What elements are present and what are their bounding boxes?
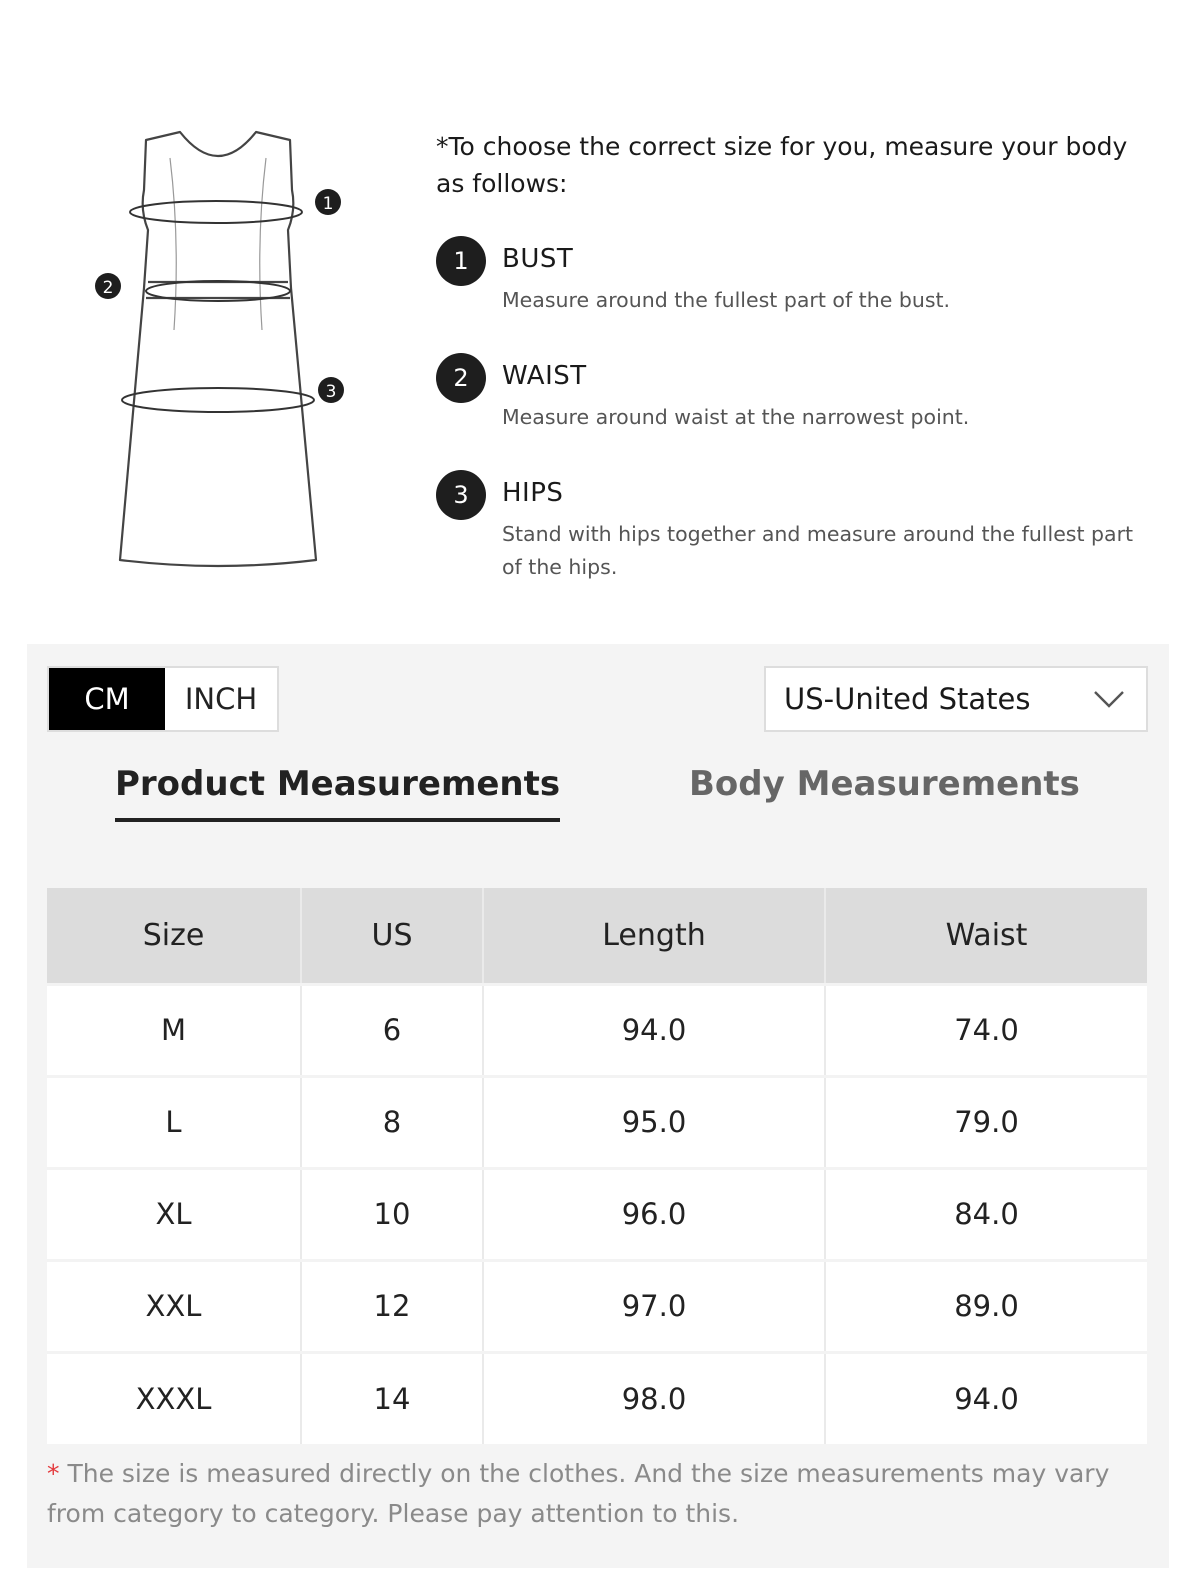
column-header-length: Length (483, 888, 825, 984)
marker-1 (315, 189, 341, 215)
marker-3 (318, 377, 344, 403)
note-text: The size is measured directly on the clothes. And the size measurements may vary from category to category. Please pay attention to this. (47, 1459, 1110, 1528)
step-title: HIPS (502, 478, 564, 508)
svg-text:2: 2 (102, 278, 114, 298)
cell-length: 97.0 (483, 1260, 825, 1352)
region-select[interactable] (764, 666, 1148, 732)
step-title: BUST (502, 244, 574, 274)
svg-text:3: 3 (325, 382, 337, 402)
measurement-guide (0, 0, 1197, 640)
cell-us: 10 (301, 1168, 483, 1260)
column-header-size: Size (47, 888, 301, 984)
cell-length: 95.0 (483, 1076, 825, 1168)
table-row (47, 1076, 1147, 1168)
step-description: Measure around the fullest part of the bust. (502, 288, 951, 312)
cell-us: 8 (301, 1076, 483, 1168)
note-asterisk: * (47, 1459, 60, 1488)
step-number: 2 (436, 353, 486, 403)
tab-body-measurements[interactable]: Body Measurements (689, 764, 1080, 804)
cell-us: 12 (301, 1260, 483, 1352)
dress-illustration (88, 120, 368, 590)
cell-length: 98.0 (483, 1352, 825, 1444)
cell-length: 96.0 (483, 1168, 825, 1260)
step-title: WAIST (502, 361, 587, 391)
cell-waist: 79.0 (825, 1076, 1147, 1168)
unit-toggle (47, 666, 279, 732)
table-row (47, 1352, 1147, 1444)
size-table (47, 888, 1147, 1444)
cell-length: 94.0 (483, 984, 825, 1076)
cell-waist: 89.0 (825, 1260, 1147, 1352)
column-header-waist: Waist (825, 888, 1147, 984)
chevron-down-icon (1092, 686, 1126, 712)
cell-waist: 74.0 (825, 984, 1147, 1076)
cell-us: 14 (301, 1352, 483, 1444)
dress-diagram (88, 120, 368, 590)
cell-size: XXXL (47, 1352, 301, 1444)
cell-size: L (47, 1076, 301, 1168)
region-select-value: US-United States (784, 682, 1031, 716)
cell-size: XXL (47, 1260, 301, 1352)
column-header-us: US (301, 888, 483, 984)
step-number: 3 (436, 470, 486, 520)
svg-text:1: 1 (322, 194, 334, 214)
cell-size: XL (47, 1168, 301, 1260)
step-number: 1 (436, 236, 486, 286)
table-row (47, 1168, 1147, 1260)
size-chart-panel (27, 644, 1169, 1568)
cell-waist: 84.0 (825, 1168, 1147, 1260)
step-description: Measure around waist at the narrowest point. (502, 405, 970, 429)
size-note (47, 1454, 1147, 1534)
tab-product-measurements[interactable]: Product Measurements (115, 764, 560, 822)
measurement-tabs (27, 764, 1169, 854)
unit-cm-button[interactable]: CM (49, 668, 165, 730)
cell-waist: 94.0 (825, 1352, 1147, 1444)
table-row (47, 984, 1147, 1076)
guide-intro: *To choose the correct size for you, measure your body as follows: (436, 132, 1128, 198)
table-row (47, 1260, 1147, 1352)
cell-us: 6 (301, 984, 483, 1076)
table-header-row (47, 888, 1147, 984)
cell-size: M (47, 984, 301, 1076)
unit-inch-button[interactable]: INCH (165, 668, 277, 730)
step-description: Stand with hips together and measure around the fullest part of the hips. (502, 522, 1134, 579)
marker-2 (95, 273, 121, 299)
